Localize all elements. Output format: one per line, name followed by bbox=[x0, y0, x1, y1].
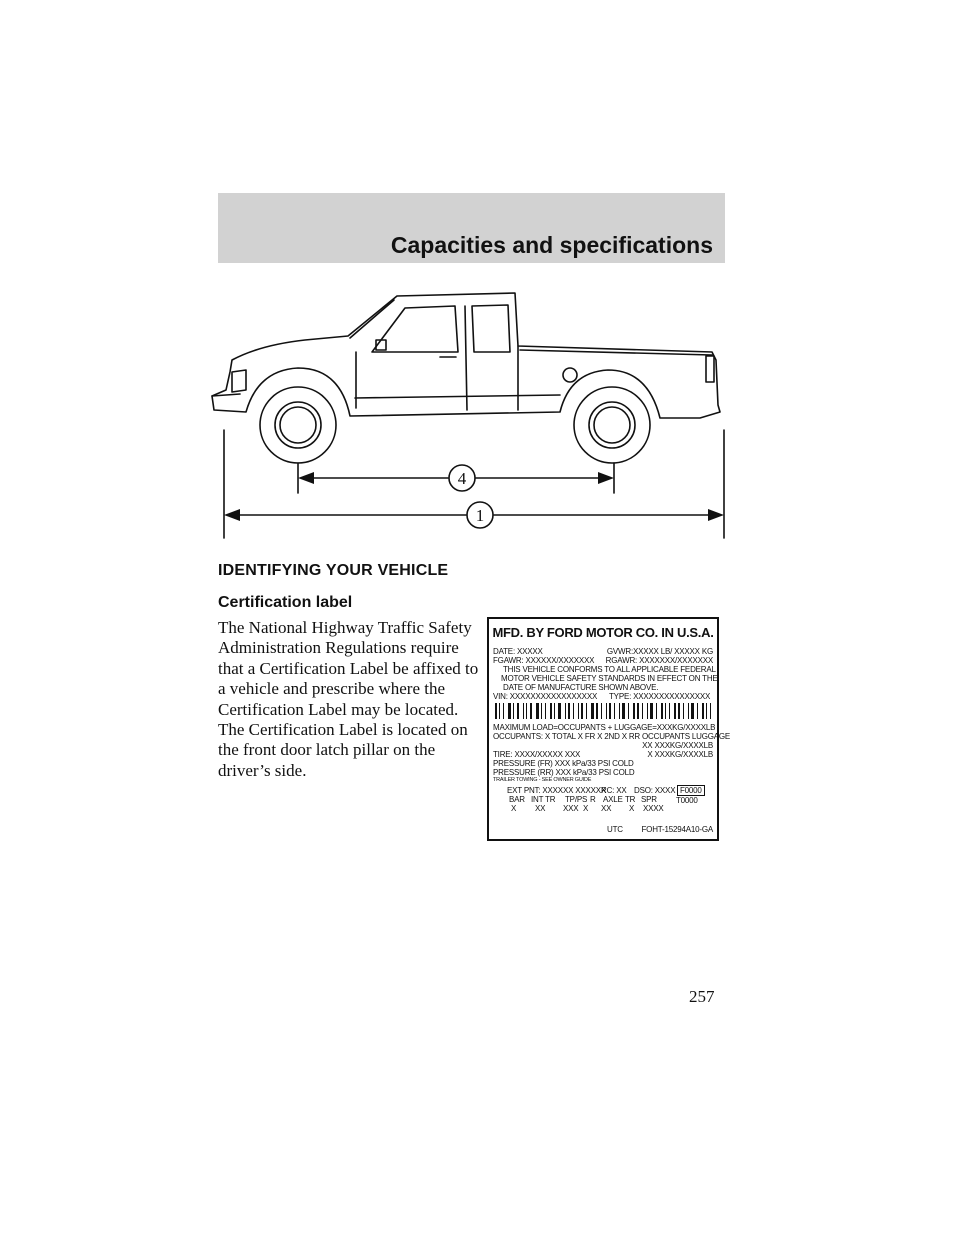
code-value-int-tr: XX bbox=[535, 804, 546, 813]
tail-light bbox=[706, 356, 714, 382]
front-window bbox=[372, 306, 458, 352]
code-header-int-tr: INT TR bbox=[531, 795, 556, 804]
wheelbase-arrow-right bbox=[598, 472, 614, 484]
rear-wheel-hub bbox=[594, 407, 630, 443]
vin-barcode bbox=[493, 703, 715, 719]
page-number: 257 bbox=[689, 987, 715, 1006]
label-fgawr: FGAWR: XXXXXX/XXXXXXX bbox=[493, 656, 595, 665]
length-arrow-right bbox=[708, 509, 724, 521]
wheelbase-arrow-left bbox=[298, 472, 314, 484]
section-header-band bbox=[218, 193, 725, 263]
length-arrow-left bbox=[224, 509, 240, 521]
code-header-r: R bbox=[590, 795, 596, 804]
code-value-axle: XX bbox=[601, 804, 612, 813]
label-tire-values: X XXXKG/XXXXLB bbox=[647, 750, 713, 759]
rocker-line bbox=[355, 395, 560, 398]
label-max-load: MAXIMUM LOAD=OCCUPANTS + LUGGAGE=XXXKG/XXXXLB bbox=[493, 723, 716, 732]
rear-wheel-outer bbox=[574, 387, 650, 463]
label-conform-line-2: MOTOR VEHICLE SAFETY STANDARDS IN EFFECT ON THE bbox=[501, 674, 718, 683]
label-pressure-rear: PRESSURE (RR) XXX kPa/33 PSI COLD bbox=[493, 768, 635, 777]
label-occupants: OCCUPANTS: X TOTAL X FR X 2ND X RR OCCUPANTS LUGGAGE bbox=[493, 732, 731, 741]
code-value-spr: XXXX bbox=[643, 804, 664, 813]
figure-id: FOHT-15294A10-GA bbox=[641, 825, 713, 834]
label-date: DATE: XXXXX bbox=[493, 647, 543, 656]
fuel-door bbox=[563, 368, 577, 382]
code-value-tp-ps: XXX bbox=[563, 804, 579, 813]
section-heading: IDENTIFYING YOUR VEHICLE bbox=[218, 562, 449, 579]
label-rc: RC: XX bbox=[601, 786, 627, 795]
body-paragraph: The National Highway Traffic Safety Administration Regulations require that a Certification Label be affixed to a vehicle and prescribe where the Certification Label may be located. The Certification Label is located on the front door latch pillar on the driver’s side. bbox=[218, 618, 479, 780]
front-wheel-inner bbox=[275, 402, 321, 448]
label-conform-line-3: DATE OF MANUFACTURE SHOWN ABOVE. bbox=[503, 683, 659, 692]
label-occupant-values: XX XXXKG/XXXXLB bbox=[642, 741, 713, 750]
label-title: MFD. BY FORD MOTOR CO. IN U.S.A. bbox=[492, 625, 714, 640]
code-header-tp-ps: TP/PS bbox=[565, 795, 588, 804]
label-gvwr: GVWR:XXXXX LB/ XXXXX KG bbox=[606, 647, 713, 656]
certification-label-figure bbox=[487, 617, 731, 841]
callout-1-label: 1 bbox=[475, 506, 485, 525]
rear-wheel-inner bbox=[589, 402, 635, 448]
front-wheel-outer bbox=[260, 387, 336, 463]
subheading: Certification label bbox=[218, 594, 353, 611]
code-value-bar: X bbox=[511, 804, 517, 813]
callout-4-label: 4 bbox=[457, 469, 467, 488]
label-dso: DSO: XXXX bbox=[634, 786, 676, 795]
label-f-code: F0000 bbox=[677, 785, 705, 796]
code-value-r: X bbox=[583, 804, 589, 813]
label-utc: UTC bbox=[607, 825, 623, 834]
label-t-code: T0000 bbox=[676, 796, 698, 805]
label-pressure-front: PRESSURE (FR) XXX kPa/33 PSI COLD bbox=[493, 759, 634, 768]
label-vin: VIN: XXXXXXXXXXXXXXXXX bbox=[493, 692, 598, 701]
code-header-axle: AXLE bbox=[603, 795, 623, 804]
label-tire: TIRE: XXXX/XXXXX XXX bbox=[493, 750, 581, 759]
label-type: TYPE: XXXXXXXXXXXXXXX bbox=[609, 692, 711, 701]
truck-dimension-illustration bbox=[205, 283, 745, 548]
door-rear-line bbox=[465, 306, 467, 410]
front-wheel-hub bbox=[280, 407, 316, 443]
code-header-spr: SPR bbox=[641, 795, 657, 804]
headlight bbox=[232, 370, 246, 392]
code-header-bar: BAR bbox=[509, 795, 525, 804]
label-rgawr: RGAWR: XXXXXXX/XXXXXXX bbox=[605, 656, 713, 665]
label-trailer-note: TRAILER TOWING - SEE OWNER GUIDE bbox=[493, 777, 592, 783]
rear-window bbox=[472, 305, 510, 352]
label-ext-paint: EXT PNT: XXXXXX XXXXXX bbox=[507, 786, 607, 795]
code-value-tr: X bbox=[629, 804, 635, 813]
code-header-tr: TR bbox=[625, 795, 636, 804]
label-conform-line-1: THIS VEHICLE CONFORMS TO ALL APPLICABLE FEDERAL bbox=[503, 665, 716, 674]
section-title: Capacities and specifications bbox=[390, 232, 713, 258]
